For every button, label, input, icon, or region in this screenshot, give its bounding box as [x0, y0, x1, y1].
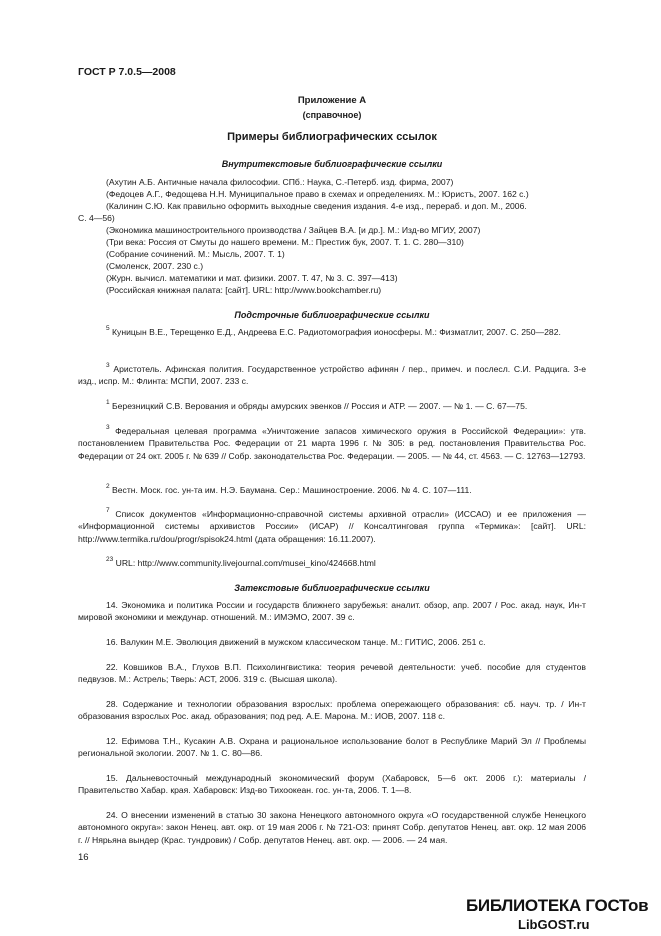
footnote-mark: 3	[106, 362, 110, 369]
intext-ref: (Российская книжная палата: [сайт]. URL: http://www.bookchamber.ru)	[106, 285, 382, 295]
bibliography-ref: 16. Валукин М.Е. Эволюция движений в мужском классическом танце. М.: ГИТИС, 2006. 251 с.	[106, 637, 486, 647]
intext-ref: (Собрание сочинений. М.: Мысль, 2007. Т. 1)	[106, 249, 285, 259]
footnote-mark: 5	[106, 325, 110, 332]
intext-ref: С. 4—56)	[78, 213, 115, 223]
page-number: 16	[78, 852, 89, 863]
bibliography-ref: 12. Ефимова Т.Н., Кусакин А.В. Охрана и рациональное использование болот в Республике Марий Эл // Проблемы региональной экологии. 2007. № 1. С. 80—86.	[78, 736, 586, 759]
intext-ref: (Экономика машиностроительного производства / Зайцев В.А. [и др.]. М.: Изд-во МГИУ, 2007)	[106, 225, 481, 235]
intext-ref: (Ахутин А.Б. Античные начала философии. СПб.: Наука, С.-Петерб. изд. фирма, 2007)	[106, 177, 454, 187]
intext-ref: (Калинин С.Ю. Как правильно оформить выходные сведения издания. 4-е изд., перераб. и доп. М., 2006.	[106, 201, 527, 211]
footnote-ref: $^2$ Вестн. Моск. гос. ун-та им. Н.Э. Баумана. Сер.: Машиностроение. 2006. № 4. С. 107—111.	[106, 483, 472, 495]
appendix-label: Приложение А	[297, 95, 367, 106]
footnote-mark: 1	[106, 399, 110, 406]
footnote-mark: 23	[106, 556, 114, 563]
footnote-ref: $^3$ Федеральная целевая программа «Уничтожение запасов химического оружия в Российской Федерации»: утв. постановлением Правительства Рос. Федерации от 21 марта 1996 г. № 305: в ред. постановления Правительства Рос. Федерации от 24 окт. 2005 г. № 639 // Собр. законодательства Рос. Федерации. — 2005. — № 44, ст. 4563. — С. 12763—12793.	[78, 424, 586, 461]
footnote-ref: $^1$ Березницкий С.В. Верования и обряды амурских эвенков // Россия и АТР. — 2007. — № 1. — С. 67—75.	[106, 399, 528, 411]
footnote-ref: $^5$ Куницын В.Е., Терещенко Е.Д., Андреева Е.С. Радиотомография ионосферы. М.: Физматлит, 2007. С. 250—282.	[106, 325, 561, 337]
appendix-type: (справочное)	[302, 110, 362, 120]
footnote-ref: $^{23}$ URL: http://www.community.livejournal.com/musei_kino/424668.html	[106, 556, 376, 568]
intext-ref: (Три века: Россия от Смуты до нашего времени. М.: Престиж бук, 2007. Т. 1. С. 280—310)	[106, 237, 464, 247]
bibliography-ref: 15. Дальневосточный международный экономический форум (Хабаровск, 5—6 окт. 2006 г.): материалы / Правительство Хабар. края. Хабаровск: Изд-во Тихоокеан. гос. ун-та, 2006. Т. 1—8.	[78, 773, 586, 796]
footnote-mark: 2	[106, 483, 110, 490]
section-heading-subline: Подстрочные библиографические ссылки	[234, 310, 430, 320]
intext-ref: (Федоцев А.Г., Федощева Н.Н. Муниципальное право в схемах и определениях. М.: Юристъ, 2007. 162 с.)	[106, 189, 529, 199]
appendix-title: Примеры библиографических ссылок	[227, 131, 437, 143]
standard-header: ГОСТ Р 7.0.5—2008	[78, 66, 176, 78]
bibliography-ref: 22. Ковшиков В.А., Глухов В.П. Психолингвистика: теория речевой деятельности: учеб. пособие для студентов педвузов. М.: Астрель; Тверь: АСТ, 2006. 319 с. (Высшая школа).	[78, 662, 586, 685]
footnote-mark: 3	[106, 424, 110, 431]
bibliography-ref: 24. О внесении изменений в статью 30 закона Ненецкого автономного округа «О государственной службе Ненецкого автономного округа»: закон Ненец. авт. окр. от 19 мая 2006 г. № 721-ОЗ: принят Собр. депутатов Ненец. авт. окр. 12 мая 2006 г. // Нярьяна вындер (Крас. тундровик) / Собр. депутатов Ненец. авт. окр. — 2006. — 24 мая.	[78, 810, 586, 845]
intext-ref: (Журн. вычисл. математики и мат. физики. 2007. Т. 47, № 3. С. 397—413)	[106, 273, 398, 283]
footnote-ref: $^7$ Список документов «Информационно-справочной системы архивной отрасли» (ИССАО) и ее приложения — «Информационной системы архивистов России» (ИСАР) // Консалтинговая группа «Термика»: [сайт]. URL: http://www.termika.ru/dou/progr/spisok24.html (дата обращения: 16.11.2007).	[78, 507, 586, 544]
bibliography-ref: 14. Экономика и политика России и государств ближнего зарубежья: аналит. обзор, апр. 2007 / Рос. акад. наук, Ин-т мировой экономики и междунар. отношений. М.: ИМЭМО, 2007. 39 с.	[78, 600, 586, 623]
footnote-ref: $^3$ Аристотель. Афинская полития. Государственное устройство афинян / пер., примеч. и послесл. С.И. Радцига. 3-е изд., испр. М.: Флинта: МСПИ, 2007. 233 с.	[78, 362, 586, 387]
section-heading-beyond: Затекстовые библиографические ссылки	[234, 583, 430, 593]
watermark-url: LibGOST.ru	[518, 917, 590, 932]
footnote-mark: 7	[106, 507, 110, 514]
intext-ref: (Смоленск, 2007. 230 с.)	[106, 261, 204, 271]
section-heading-intext: Внутритекстовые библиографические ссылки	[221, 159, 443, 169]
bibliography-ref: 28. Содержание и технологии образования взрослых: проблема опережающего образования: сб. науч. тр. / Ин-т образования взрослых Рос. акад. образования; под ред. А.Е. Марона. М.: ИОВ, 2007. 118 с.	[78, 699, 586, 722]
watermark-title: БИБЛИОТЕКА ГОСТов	[466, 896, 649, 915]
